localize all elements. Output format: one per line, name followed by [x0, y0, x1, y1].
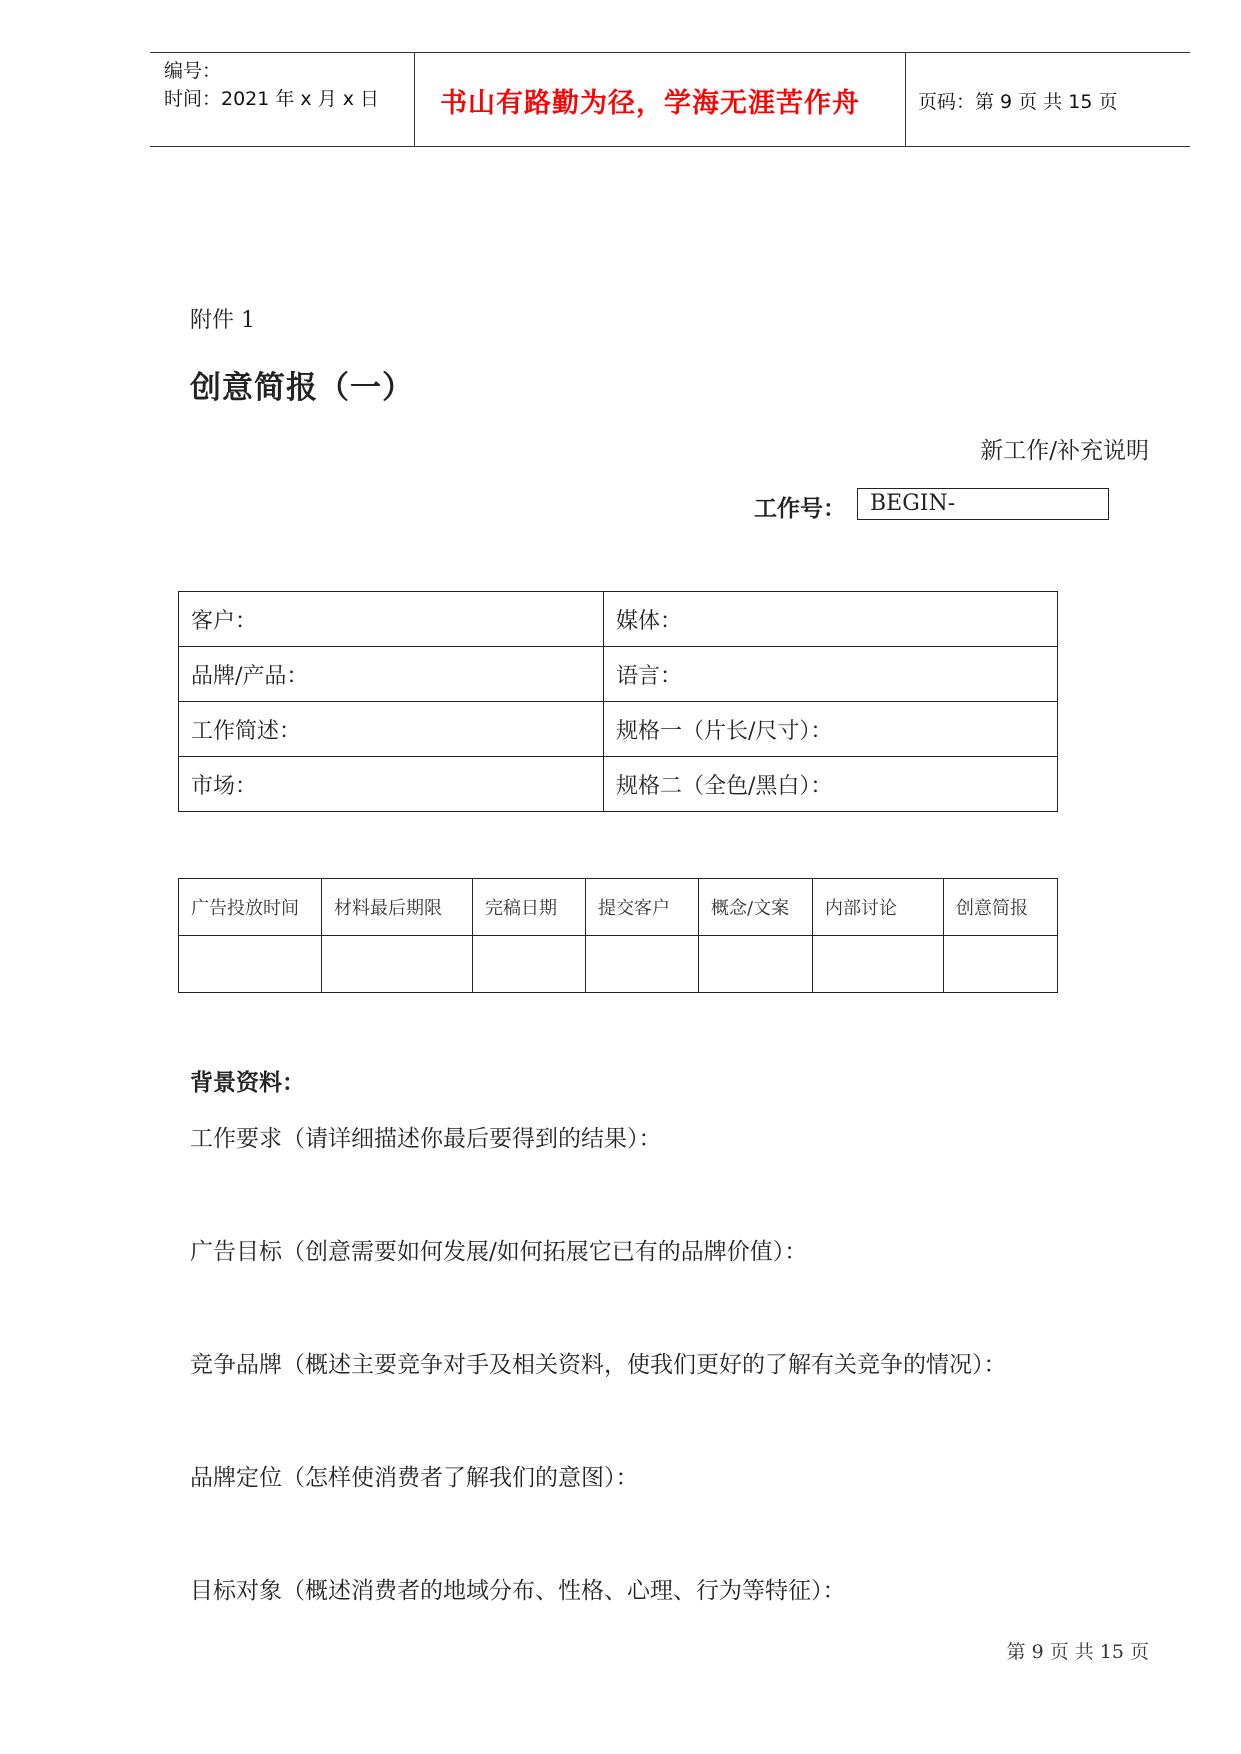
attachment-label: 附件 1 — [190, 308, 255, 333]
client-cell[interactable]: 客户： — [179, 592, 604, 647]
header-page-info: 页码：第 9 页 共 15 页 — [918, 91, 1118, 113]
schedule-table — [178, 878, 1058, 993]
schedule-header-submit-client: 提交客户 — [586, 879, 699, 936]
question-competitor-brands: 竞争品牌（概述主要竞争对手及相关资料，使我们更好的了解有关竞争的情况）： — [190, 1352, 1007, 1378]
schedule-header-air-time: 广告投放时间 — [179, 879, 322, 936]
header-top-rule — [150, 52, 1190, 53]
schedule-cell-creative-brief[interactable] — [944, 936, 1058, 993]
schedule-cell-concept-copy[interactable] — [699, 936, 813, 993]
schedule-header-material-deadline: 材料最后期限 — [322, 879, 473, 936]
table-header-row — [179, 879, 1058, 936]
header-serial-label: 编号： — [164, 60, 222, 82]
header-divider-left — [414, 52, 415, 146]
schedule-cell-material-deadline[interactable] — [322, 936, 473, 993]
new-work-note: 新工作/补充说明 — [980, 438, 1149, 464]
spec-one-cell[interactable]: 规格一（片长/尺寸）： — [604, 702, 1058, 757]
page-footer: 第 9 页 共 15 页 — [1006, 1641, 1149, 1663]
question-work-requirement: 工作要求（请详细描述你最后要得到的结果）： — [190, 1126, 662, 1152]
media-cell[interactable]: 媒体： — [604, 592, 1058, 647]
table-row — [179, 936, 1058, 993]
schedule-header-internal-review: 内部讨论 — [813, 879, 944, 936]
header-date-label: 时间：2021 年 x 月 x 日 — [164, 88, 380, 110]
table-row — [179, 757, 1058, 812]
work-summary-cell[interactable]: 工作简述： — [179, 702, 604, 757]
schedule-header-creative-brief: 创意简报 — [944, 879, 1058, 936]
background-section-title: 背景资料： — [190, 1069, 305, 1096]
table-row — [179, 592, 1058, 647]
schedule-header-final-date: 完稿日期 — [473, 879, 586, 936]
table-row — [179, 647, 1058, 702]
question-ad-objective: 广告目标（创意需要如何发展/如何拓展它已有的品牌价值）： — [190, 1239, 808, 1265]
schedule-cell-internal-review[interactable] — [813, 936, 944, 993]
schedule-cell-final-date[interactable] — [473, 936, 586, 993]
schedule-cell-submit-client[interactable] — [586, 936, 699, 993]
table-row — [179, 702, 1058, 757]
header-divider-right — [905, 52, 906, 146]
schedule-header-concept-copy: 概念/文案 — [699, 879, 813, 936]
header-bottom-rule — [150, 146, 1190, 147]
market-cell[interactable]: 市场： — [179, 757, 604, 812]
language-cell[interactable]: 语言： — [604, 647, 1058, 702]
job-number-label: 工作号： — [754, 495, 846, 522]
question-target-audience: 目标对象（概述消费者的地域分布、性格、心理、行为等特征）： — [190, 1578, 846, 1604]
spec-two-cell[interactable]: 规格二（全色/黑白）： — [604, 757, 1058, 812]
header-motto: 书山有路勤为径，学海无涯苦作舟 — [440, 88, 860, 119]
page-title: 创意简报（一） — [190, 370, 414, 406]
question-brand-positioning: 品牌定位（怎样使消费者了解我们的意图）： — [190, 1465, 639, 1491]
brand-product-cell[interactable]: 品牌/产品： — [179, 647, 604, 702]
schedule-cell-air-time[interactable] — [179, 936, 322, 993]
job-number-field[interactable]: BEGIN- — [857, 488, 1109, 520]
project-info-table — [178, 591, 1058, 812]
